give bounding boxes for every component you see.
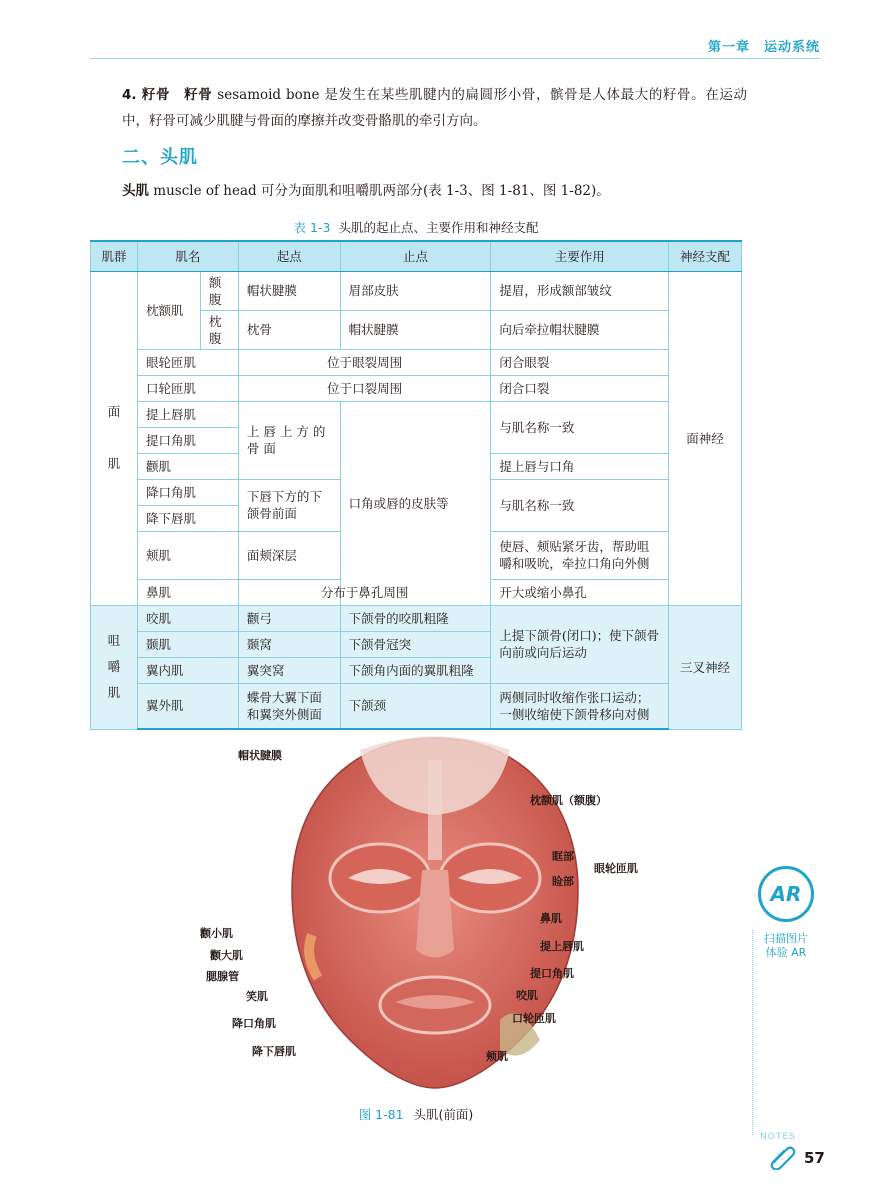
group-face: 面 肌 bbox=[91, 271, 138, 605]
group-chew: 咀 嚼 肌 bbox=[91, 605, 138, 729]
cell-action: 提眉，形成额部皱纹 bbox=[491, 271, 669, 310]
cell-action: 开大或缩小鼻孔 bbox=[491, 579, 669, 605]
th-group: 肌群 bbox=[91, 241, 138, 271]
section-title: 二、头肌 bbox=[122, 147, 198, 168]
cell-name: 提上唇肌 bbox=[137, 401, 238, 427]
table-row bbox=[91, 375, 742, 401]
label-zygomaticus-major: 颧大肌 bbox=[210, 949, 243, 962]
cell-insertion-mouth: 口角或唇的皮肤等 bbox=[340, 401, 491, 605]
cell-insertion: 下颌颈 bbox=[340, 683, 491, 729]
table-caption-number: 表 1-3 bbox=[293, 220, 331, 235]
cell-insertion: 眉部皮肤 bbox=[340, 271, 491, 310]
cell-origin-buccal: 面颊深层 bbox=[238, 531, 340, 579]
cell-insertion: 下颌骨的咬肌粗隆 bbox=[340, 605, 491, 631]
cell-insertion: 下颌骨冠突 bbox=[340, 631, 491, 657]
cell-insertion: 帽状腱膜 bbox=[340, 310, 491, 349]
paperclip-icon bbox=[768, 1146, 798, 1170]
label-depressor-anguli: 降口角肌 bbox=[232, 1017, 276, 1030]
cell-chew-action: 上提下颌骨(闭口)；使下颌骨向前或向后运动 bbox=[491, 605, 669, 683]
cell-name: 翼内肌 bbox=[137, 657, 238, 683]
label-orbicularis-oris: 口轮匝肌 bbox=[512, 1012, 556, 1025]
table-row bbox=[91, 401, 742, 427]
cell-action-buccal: 使唇、颊贴紧牙齿，帮助咀嚼和吸吮，牵拉口角向外侧 bbox=[491, 531, 669, 579]
table-caption bbox=[90, 218, 742, 236]
table-caption-text: 头肌的起止点、主要作用和神经支配 bbox=[338, 220, 539, 235]
cell-name: 降口角肌 bbox=[137, 479, 238, 505]
nerve-face: 面神经 bbox=[669, 271, 742, 605]
intro-text: muscle of head 可分为面肌和咀嚼肌两部分(表 1-3、图 1-81、图 1-82)。 bbox=[153, 183, 610, 199]
notes-divider bbox=[752, 930, 753, 1135]
nose-shape bbox=[416, 870, 454, 958]
cell-origin: 位于眼裂周围 bbox=[238, 349, 491, 375]
cell-name: 颊肌 bbox=[137, 531, 238, 579]
label-buccinator: 颊肌 bbox=[486, 1050, 508, 1063]
header-rule bbox=[90, 58, 820, 59]
table-row bbox=[91, 271, 742, 310]
label-masseter: 咬肌 bbox=[516, 989, 538, 1002]
sesamoid-number: 4. 籽骨 bbox=[122, 87, 171, 103]
ar-caption-1: 扫描图片 bbox=[764, 932, 808, 945]
cell-name: 咬肌 bbox=[137, 605, 238, 631]
label-zygomaticus-minor: 颧小肌 bbox=[200, 927, 233, 940]
cell-name: 鼻肌 bbox=[137, 579, 238, 605]
label-depressor-labii: 降下唇肌 bbox=[252, 1045, 296, 1058]
notes-label: NOTES bbox=[760, 1132, 796, 1142]
th-insertion: 止点 bbox=[340, 241, 491, 271]
cell-action-same: 与肌名称一致 bbox=[491, 479, 669, 531]
figure-caption-text: 头肌(前面) bbox=[413, 1107, 474, 1122]
table-row bbox=[91, 579, 742, 605]
cell-origin: 枕骨 bbox=[238, 310, 340, 349]
page-header bbox=[90, 34, 820, 56]
cell-name: 翼外肌 bbox=[137, 683, 238, 729]
th-nerve: 神经支配 bbox=[669, 241, 742, 271]
cell-action: 两侧同时收缩作张口运动；一侧收缩使下颌骨移向对侧 bbox=[491, 683, 669, 729]
label-galea: 帽状腱膜 bbox=[238, 749, 282, 762]
label-orbicularis-oculi: 眼轮匝肌 bbox=[594, 862, 638, 875]
intro-term: 头肌 bbox=[122, 183, 149, 199]
figure-caption bbox=[90, 1105, 742, 1123]
head-muscle-table bbox=[90, 240, 742, 730]
label-levator-anguli: 提口角肌 bbox=[530, 967, 574, 980]
cell-name: 降下唇肌 bbox=[137, 505, 238, 531]
intro-paragraph bbox=[122, 178, 747, 204]
label-levator-labii: 提上唇肌 bbox=[540, 940, 584, 953]
cell-insertion: 下颌角内面的翼肌粗隆 bbox=[340, 657, 491, 683]
cell-origin: 位于口裂周围 bbox=[238, 375, 491, 401]
cell-action: 提上唇与口角 bbox=[491, 453, 669, 479]
cell-name: 口轮匝肌 bbox=[137, 375, 238, 401]
sesamoid-term: 籽骨 bbox=[184, 87, 213, 103]
th-origin: 起点 bbox=[238, 241, 340, 271]
cell-action-same: 与肌名称一致 bbox=[491, 401, 669, 453]
label-frontal: 枕额肌（额腹） bbox=[530, 794, 607, 807]
cell-origin: 颞窝 bbox=[238, 631, 340, 657]
sesamoid-paragraph bbox=[122, 82, 747, 134]
label-risorius: 笑肌 bbox=[246, 990, 268, 1003]
label-nasalis: 鼻肌 bbox=[540, 912, 562, 925]
chapter-title: 第一章 运动系统 bbox=[707, 40, 820, 55]
cell-origin: 翼突窝 bbox=[238, 657, 340, 683]
cell-origin: 分布于鼻孔周围 bbox=[238, 579, 491, 605]
cell-name: 颧肌 bbox=[137, 453, 238, 479]
cell-origin-lower: 下唇下方的下颌骨前面 bbox=[238, 479, 340, 531]
th-name: 肌名 bbox=[137, 241, 238, 271]
label-orbital-part: 眶部 bbox=[552, 850, 574, 863]
head-muscle-figure bbox=[200, 720, 670, 1098]
table-row bbox=[91, 349, 742, 375]
cell-origin-upper: 上唇上方的骨面 bbox=[238, 401, 340, 479]
cell-origin: 帽状腱膜 bbox=[238, 271, 340, 310]
cell-name: 提口角肌 bbox=[137, 427, 238, 453]
cell-origin: 蝶骨大翼下面和翼突外侧面 bbox=[238, 683, 340, 729]
ar-caption-2: 体验 AR bbox=[765, 946, 807, 959]
cell-name: 颞肌 bbox=[137, 631, 238, 657]
label-palpebral-part: 睑部 bbox=[552, 875, 574, 888]
table-header-row bbox=[91, 241, 742, 271]
ar-icon: AR bbox=[770, 882, 802, 906]
table-row bbox=[91, 605, 742, 631]
th-action: 主要作用 bbox=[491, 241, 669, 271]
ar-scan-button[interactable] bbox=[758, 866, 814, 922]
cell-action: 闭合口裂 bbox=[491, 375, 669, 401]
nerve-chew: 三叉神经 bbox=[669, 605, 742, 729]
label-parotid-duct: 腮腺管 bbox=[206, 970, 239, 983]
figure-caption-number: 图 1-81 bbox=[358, 1107, 404, 1122]
cell-action: 闭合眼裂 bbox=[491, 349, 669, 375]
cell-name: 眼轮匝肌 bbox=[137, 349, 238, 375]
face-illustration bbox=[200, 720, 670, 1098]
cell-action: 向后牵拉帽状腱膜 bbox=[491, 310, 669, 349]
cell-occipitofrontalis: 枕额肌 bbox=[137, 271, 200, 349]
cell-occipital-belly: 枕腹 bbox=[200, 310, 238, 349]
cell-origin: 颧弓 bbox=[238, 605, 340, 631]
sesamoid-text: sesamoid bone 是发生在某些肌腱内的扁圆形小骨，髌骨是人体最大的籽骨。在运动中，籽骨可减少肌腱与骨面的摩擦并改变骨骼肌的牵引方向。 bbox=[122, 87, 747, 129]
cell-frontal-belly: 额腹 bbox=[200, 271, 238, 310]
page-number: 57 bbox=[804, 1149, 825, 1167]
